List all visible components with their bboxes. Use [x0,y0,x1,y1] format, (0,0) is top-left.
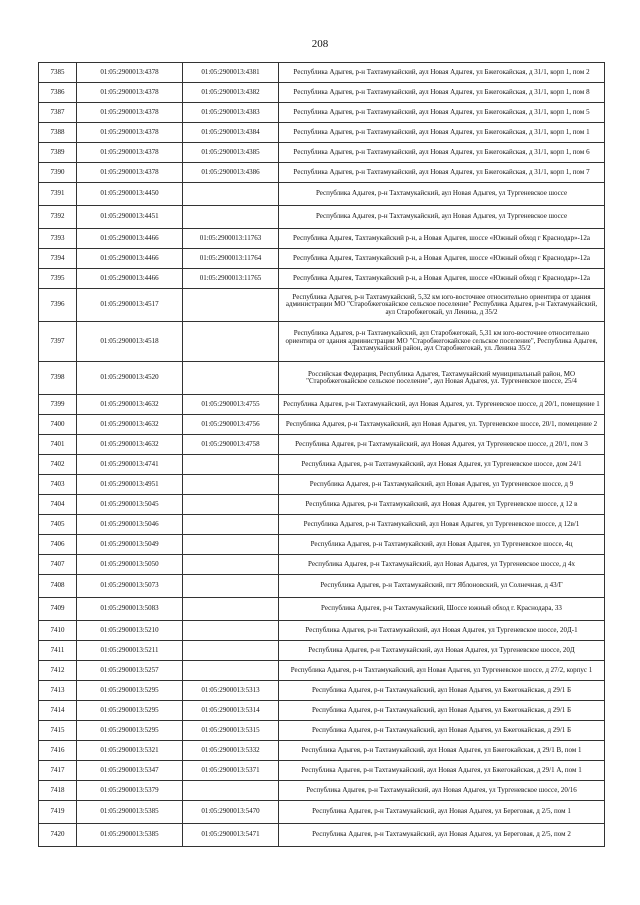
address-cell: Республика Адыгея, р-н Тахтамукайский, аул Новая Адыгея, ул Тургеневское шоссе, 20Д-1 [279,621,605,641]
registry-table [38,62,605,847]
table-row [39,661,605,681]
row-number-cell: 7409 [39,598,77,621]
object-cadastral-number-cell [183,289,279,322]
land-cadastral-number-cell: 01:05:2900013:4466 [77,249,183,269]
object-cadastral-number-cell: 01:05:2900013:11763 [183,229,279,249]
address-cell: Республика Адыгея, р-н Тахтамукайский, аул Новая Адыгея, ул Тургеневское шоссе, д 27/2, корпус 1 [279,661,605,681]
address-cell: Республика Адыгея, р-н Тахтамукайский, аул Новая Адыгея, ул Бжегокайская, д 31/1, корп 1, пом 1 [279,123,605,143]
land-cadastral-number-cell: 01:05:2900013:5379 [77,781,183,801]
address-cell: Республика Адыгея, р-н Тахтамукайский, аул Новая Адыгея, ул Тургеневское шоссе, д 4х [279,555,605,575]
address-cell: Республика Адыгея, р-н Тахтамукайский, аул Новая Адыгея, ул Бжегокайская, д 29/1 Б [279,721,605,741]
row-number-cell: 7408 [39,575,77,598]
table-row [39,555,605,575]
land-cadastral-number-cell: 01:05:2900013:4632 [77,435,183,455]
object-cadastral-number-cell: 01:05:2900013:5315 [183,721,279,741]
address-cell: Республика Адыгея, Тахтамукайский р-н, а Новая Адыгея, шоссе «Южный обход г Краснодар»-12а [279,229,605,249]
table-row [39,395,605,415]
land-cadastral-number-cell: 01:05:2900013:5050 [77,555,183,575]
address-cell: Республика Адыгея, р-н Тахтамукайский, аул Новая Адыгея, ул Тургеневское шоссе, д 9 [279,475,605,495]
object-cadastral-number-cell: 01:05:2900013:5470 [183,801,279,824]
table-row [39,415,605,435]
object-cadastral-number-cell [183,781,279,801]
table-row [39,183,605,206]
land-cadastral-number-cell: 01:05:2900013:4466 [77,229,183,249]
table-row [39,435,605,455]
land-cadastral-number-cell: 01:05:2900013:5385 [77,824,183,847]
object-cadastral-number-cell: 01:05:2900013:4755 [183,395,279,415]
land-cadastral-number-cell: 01:05:2900013:5046 [77,515,183,535]
address-cell: Республика Адыгея, Тахтамукайский р-н, а Новая Адыгея, шоссе «Южный обход г Краснодар»-12а [279,269,605,289]
table-row [39,598,605,621]
land-cadastral-number-cell: 01:05:2900013:4632 [77,415,183,435]
row-number-cell: 7420 [39,824,77,847]
row-number-cell: 7387 [39,103,77,123]
table-row [39,206,605,229]
address-cell: Республика Адыгея, р-н Тахтамукайский, Шоссе южный обход г. Краснодара, 33 [279,598,605,621]
address-cell: Республика Адыгея, р-н Тахтамукайский, аул Новая Адыгея, ул Бжегокайская, д 31/1, корп 1, пом 8 [279,83,605,103]
object-cadastral-number-cell [183,621,279,641]
table-row [39,83,605,103]
row-number-cell: 7398 [39,362,77,395]
row-number-cell: 7394 [39,249,77,269]
object-cadastral-number-cell: 01:05:2900013:5332 [183,741,279,761]
land-cadastral-number-cell: 01:05:2900013:4378 [77,83,183,103]
address-cell: Республика Адыгея, р-н Тахтамукайский, аул Новая Адыгея, ул Тургеневское шоссе, 20/16 [279,781,605,801]
row-number-cell: 7414 [39,701,77,721]
land-cadastral-number-cell: 01:05:2900013:4450 [77,183,183,206]
land-cadastral-number-cell: 01:05:2900013:4378 [77,63,183,83]
row-number-cell: 7410 [39,621,77,641]
object-cadastral-number-cell: 01:05:2900013:4383 [183,103,279,123]
address-cell: Республика Адыгея, р-н Тахтамукайский, аул Новая Адыгея, ул Тургеневское шоссе, дом 24/1 [279,455,605,475]
table-row [39,289,605,322]
table-row [39,641,605,661]
land-cadastral-number-cell: 01:05:2900013:4466 [77,269,183,289]
object-cadastral-number-cell [183,535,279,555]
land-cadastral-number-cell: 01:05:2900013:5295 [77,701,183,721]
row-number-cell: 7385 [39,63,77,83]
table-row [39,322,605,362]
address-cell: Российская Федерация, Республика Адыгея, Тахтамукайский муниципальный район, МО "Старобжегокайское сельское поселение", аул Новая Адыгея, ул. Тургеневское шоссе, 25/4 [279,362,605,395]
land-cadastral-number-cell: 01:05:2900013:5083 [77,598,183,621]
table-row [39,741,605,761]
object-cadastral-number-cell [183,322,279,362]
table-row [39,229,605,249]
row-number-cell: 7412 [39,661,77,681]
land-cadastral-number-cell: 01:05:2900013:4378 [77,163,183,183]
row-number-cell: 7391 [39,183,77,206]
address-cell: Республика Адыгея, р-н Тахтамукайский, аул Новая Адыгея, ул. Тургеневское шоссе, 20/1, помещение 2 [279,415,605,435]
object-cadastral-number-cell: 01:05:2900013:5371 [183,761,279,781]
object-cadastral-number-cell: 01:05:2900013:4756 [183,415,279,435]
table-row [39,63,605,83]
object-cadastral-number-cell: 01:05:2900013:5313 [183,681,279,701]
table-row [39,495,605,515]
land-cadastral-number-cell: 01:05:2900013:4378 [77,123,183,143]
table-row [39,475,605,495]
row-number-cell: 7417 [39,761,77,781]
row-number-cell: 7388 [39,123,77,143]
row-number-cell: 7396 [39,289,77,322]
land-cadastral-number-cell: 01:05:2900013:4632 [77,395,183,415]
land-cadastral-number-cell: 01:05:2900013:4951 [77,475,183,495]
table-row [39,701,605,721]
table-row [39,269,605,289]
land-cadastral-number-cell: 01:05:2900013:4741 [77,455,183,475]
object-cadastral-number-cell [183,575,279,598]
page-number: 208 [311,38,329,50]
object-cadastral-number-cell: 01:05:2900013:4382 [183,83,279,103]
land-cadastral-number-cell: 01:05:2900013:5257 [77,661,183,681]
land-cadastral-number-cell: 01:05:2900013:5073 [77,575,183,598]
row-number-cell: 7404 [39,495,77,515]
row-number-cell: 7413 [39,681,77,701]
address-cell: Республика Адыгея, р-н Тахтамукайский, аул Новая Адыгея, ул. Тургеневское шоссе, д 20/1, помещение 1 [279,395,605,415]
land-cadastral-number-cell: 01:05:2900013:4378 [77,103,183,123]
address-cell: Республика Адыгея, р-н Тахтамукайский, аул Новая Адыгея, ул Бжегокайская, д 31/1, корп 1, пом 7 [279,163,605,183]
address-cell: Республика Адыгея, р-н Тахтамукайский, аул Новая Адыгея, ул Береговая, д 2/5, пом 1 [279,801,605,824]
object-cadastral-number-cell [183,641,279,661]
row-number-cell: 7399 [39,395,77,415]
address-cell: Республика Адыгея, р-н Тахтамукайский, аул Новая Адыгея, ул Тургеневское шоссе, д 20/1, пом 3 [279,435,605,455]
table-row [39,163,605,183]
address-cell: Республика Адыгея, р-н Тахтамукайский, 5,32 км юго-восточнее относительно ориентира от здания администрации МО "Старобжегокайское сельское поселение" Республика Адыгея, р-н Тахтамукайский, аул Старобжегокай, ул Ленина, д 35/2 [279,289,605,322]
address-cell: Республика Адыгея, р-н Тахтамукайский, аул Новая Адыгея, ул Тургеневское шоссе, д 12 в [279,495,605,515]
land-cadastral-number-cell: 01:05:2900013:5385 [77,801,183,824]
table-row [39,103,605,123]
object-cadastral-number-cell [183,598,279,621]
row-number-cell: 7397 [39,322,77,362]
land-cadastral-number-cell: 01:05:2900013:4378 [77,143,183,163]
land-cadastral-number-cell: 01:05:2900013:4518 [77,322,183,362]
land-cadastral-number-cell: 01:05:2900013:4520 [77,362,183,395]
object-cadastral-number-cell: 01:05:2900013:11764 [183,249,279,269]
object-cadastral-number-cell: 01:05:2900013:4758 [183,435,279,455]
land-cadastral-number-cell: 01:05:2900013:5321 [77,741,183,761]
table-row [39,721,605,741]
row-number-cell: 7411 [39,641,77,661]
object-cadastral-number-cell [183,475,279,495]
land-cadastral-number-cell: 01:05:2900013:5295 [77,721,183,741]
land-cadastral-number-cell: 01:05:2900013:5211 [77,641,183,661]
table-row [39,801,605,824]
table-row [39,621,605,641]
address-cell: Республика Адыгея, р-н Тахтамукайский, аул Новая Адыгея, ул Тургеневское шоссе [279,183,605,206]
address-cell: Республика Адыгея, р-н Тахтамукайский, пгт Яблоновский, ул Солнечная, д 43/Г [279,575,605,598]
row-number-cell: 7418 [39,781,77,801]
table-row [39,824,605,847]
row-number-cell: 7402 [39,455,77,475]
row-number-cell: 7390 [39,163,77,183]
table-row [39,143,605,163]
land-cadastral-number-cell: 01:05:2900013:4517 [77,289,183,322]
address-cell: Республика Адыгея, р-н Тахтамукайский, аул Старобжегокай, 5,31 км юго-восточнее относительно ориентира от здания администрации МО "Старобжегокайское сельское поселение", Республика Адыгея, Тахтамукайский район, аул Старобжегокай, ул. Ленина 35/2 [279,322,605,362]
object-cadastral-number-cell [183,206,279,229]
object-cadastral-number-cell [183,455,279,475]
object-cadastral-number-cell: 01:05:2900013:4381 [183,63,279,83]
land-cadastral-number-cell: 01:05:2900013:4451 [77,206,183,229]
object-cadastral-number-cell: 01:05:2900013:4384 [183,123,279,143]
address-cell: Республика Адыгея, р-н Тахтамукайский, аул Новая Адыгея, ул Бжегокайская, д 29/1 В, пом 1 [279,741,605,761]
object-cadastral-number-cell: 01:05:2900013:4386 [183,163,279,183]
table-row [39,681,605,701]
object-cadastral-number-cell [183,515,279,535]
registry-table-body [39,63,605,847]
object-cadastral-number-cell [183,183,279,206]
object-cadastral-number-cell: 01:05:2900013:4385 [183,143,279,163]
object-cadastral-number-cell: 01:05:2900013:11765 [183,269,279,289]
address-cell: Республика Адыгея, р-н Тахтамукайский, аул Новая Адыгея, ул Тургеневское шоссе [279,206,605,229]
object-cadastral-number-cell [183,495,279,515]
row-number-cell: 7400 [39,415,77,435]
row-number-cell: 7401 [39,435,77,455]
table-row [39,515,605,535]
address-cell: Республика Адыгея, р-н Тахтамукайский, аул Новая Адыгея, ул Бжегокайская, д 31/1, корп 1, пом 5 [279,103,605,123]
row-number-cell: 7405 [39,515,77,535]
address-cell: Республика Адыгея, р-н Тахтамукайский, аул Новая Адыгея, ул Бжегокайская, д 29/1 Б [279,701,605,721]
address-cell: Республика Адыгея, р-н Тахтамукайский, аул Новая Адыгея, ул Береговая, д 2/5, пом 2 [279,824,605,847]
address-cell: Республика Адыгея, р-н Тахтамукайский, аул Новая Адыгея, ул Бжегокайская, д 29/1 А, пом 1 [279,761,605,781]
table-row [39,455,605,475]
row-number-cell: 7392 [39,206,77,229]
row-number-cell: 7419 [39,801,77,824]
object-cadastral-number-cell [183,661,279,681]
row-number-cell: 7406 [39,535,77,555]
row-number-cell: 7395 [39,269,77,289]
object-cadastral-number-cell: 01:05:2900013:5471 [183,824,279,847]
table-row [39,761,605,781]
row-number-cell: 7407 [39,555,77,575]
table-row [39,535,605,555]
table-row [39,123,605,143]
object-cadastral-number-cell [183,555,279,575]
address-cell: Республика Адыгея, р-н Тахтамукайский, аул Новая Адыгея, ул Бжегокайская, д 29/1 Б [279,681,605,701]
row-number-cell: 7393 [39,229,77,249]
object-cadastral-number-cell: 01:05:2900013:5314 [183,701,279,721]
land-cadastral-number-cell: 01:05:2900013:5347 [77,761,183,781]
address-cell: Республика Адыгея, р-н Тахтамукайский, аул Новая Адыгея, ул Бжегокайская, д 31/1, корп 1, пом 2 [279,63,605,83]
table-row [39,575,605,598]
land-cadastral-number-cell: 01:05:2900013:5210 [77,621,183,641]
table-row [39,249,605,269]
table-row [39,781,605,801]
row-number-cell: 7415 [39,721,77,741]
address-cell: Республика Адыгея, Тахтамукайский р-н, а Новая Адыгея, шоссе «Южный обход г Краснодар»-12а [279,249,605,269]
row-number-cell: 7386 [39,83,77,103]
object-cadastral-number-cell [183,362,279,395]
address-cell: Республика Адыгея, р-н Тахтамукайский, аул Новая Адыгея, ул Тургеневское шоссе, 20Д [279,641,605,661]
table-row [39,362,605,395]
land-cadastral-number-cell: 01:05:2900013:5295 [77,681,183,701]
row-number-cell: 7416 [39,741,77,761]
address-cell: Республика Адыгея, р-н Тахтамукайский, аул Новая Адыгея, ул Бжегокайская, д 31/1, корп 1, пом 6 [279,143,605,163]
address-cell: Республика Адыгея, р-н Тахтамукайский, аул Новая Адыгея, ул Тургеневское шоссе, д 12в/1 [279,515,605,535]
land-cadastral-number-cell: 01:05:2900013:5049 [77,535,183,555]
row-number-cell: 7403 [39,475,77,495]
land-cadastral-number-cell: 01:05:2900013:5045 [77,495,183,515]
row-number-cell: 7389 [39,143,77,163]
address-cell: Республика Адыгея, р-н Тахтамукайский, аул Новая Адыгея, ул Тургеневское шоссе, 4ц [279,535,605,555]
